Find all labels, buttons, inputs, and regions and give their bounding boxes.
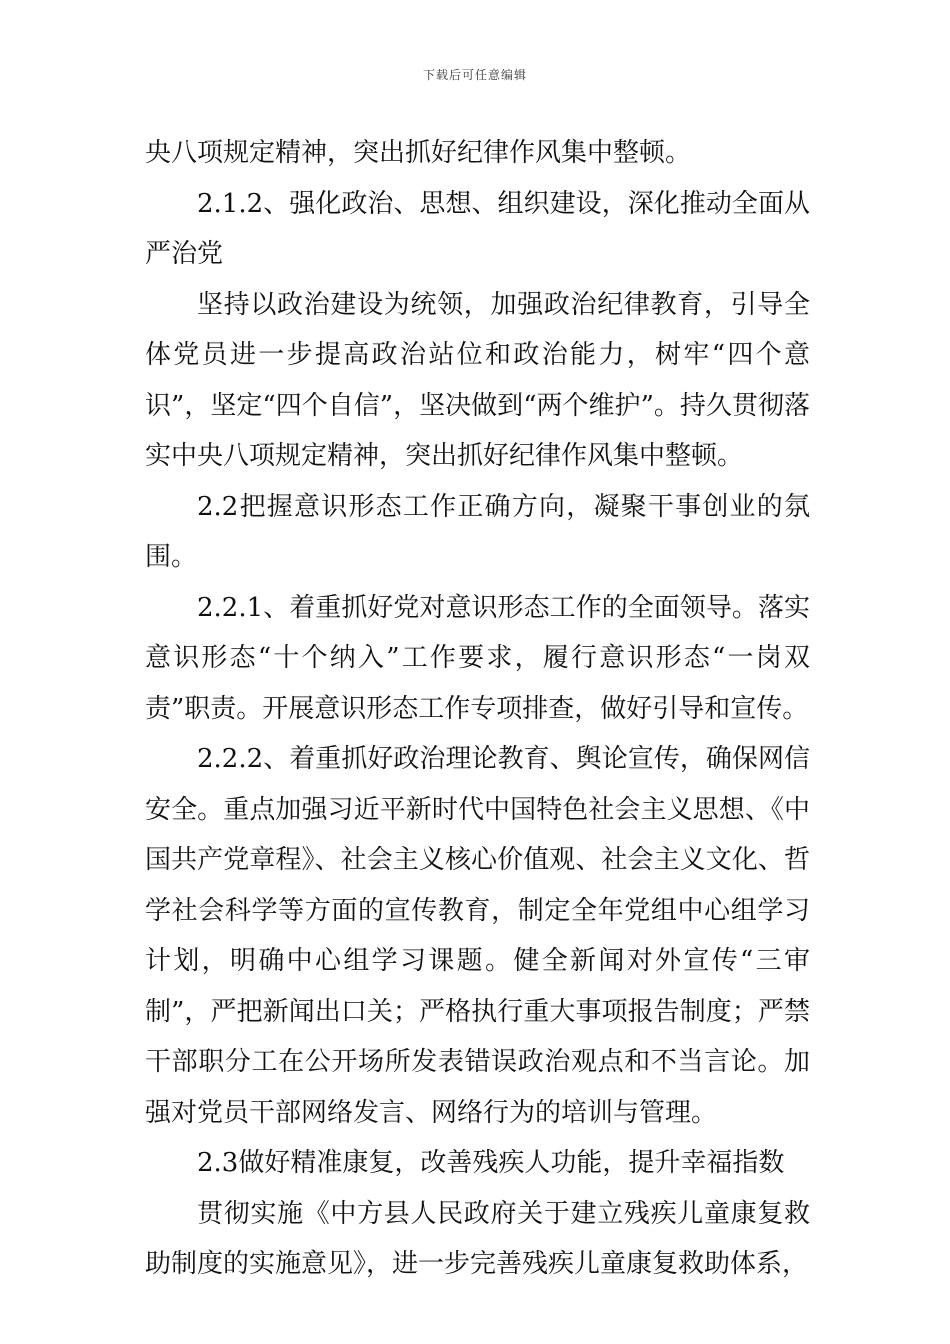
section-heading-2-1-2: 2.1.2、强化政治、思想、组织建设，深化推动全面从严治党 [145, 188, 810, 269]
document-body [145, 128, 810, 1290]
section-heading-2-2-1: 2.2.1、着重抓好党对意识形态工作的全面领导。落实意识形态“十个纳入”工作要求，履行意识形态“一岗双责”职责。开展意识形态工作专项排查，做好引导和宣传。 [145, 592, 810, 724]
header-note: 下载后可任意编辑 [422, 68, 527, 82]
section-heading-2-3: 2.3做好精准康复，改善残疾人功能，提升幸福指数 [197, 1148, 785, 1178]
paragraph-political-building: 坚持以政治建设为统领，加强政治纪律教育，引导全体党员进一步提高政治站位和政治能力，树牢“四个意识”，坚定“四个自信”，坚决做到“两个维护”。持久贯彻落实中央八项规定精神，突出抓好纪律作风集中整顿。 [145, 289, 810, 471]
section-heading-2-2-2: 2.2.2、着重抓好政治理论教育、舆论宣传，确保网信安全。重点加强习近平新时代中国特色社会主义思想、《中国共产党章程》、社会主义核心价值观、社会主义文化、哲学社会科学等方面的宣传教育，制定全年党组中心组学习计划，明确中心组学习课题。健全新闻对外宣传“三审制”，严把新闻出口关；严格执行重大事项报告制度；严禁干部职分工在公开场所发表错误政治观点和不当言论。加强对党员干部网络发言、网络行为的培训与管理。 [145, 744, 810, 1128]
section-heading-2-2: 2.2把握意识形态工作正确方向，凝聚干事创业的氛围。 [145, 491, 810, 572]
paragraph-continuation: 央八项规定精神，突出抓好纪律作风集中整顿。 [145, 138, 692, 168]
paragraph-rehabilitation: 贯彻实施《中方县人民政府关于建立残疾儿童康复救助制度的实施意见》，进一步完善残疾儿童康复救助体系， [145, 1198, 810, 1279]
